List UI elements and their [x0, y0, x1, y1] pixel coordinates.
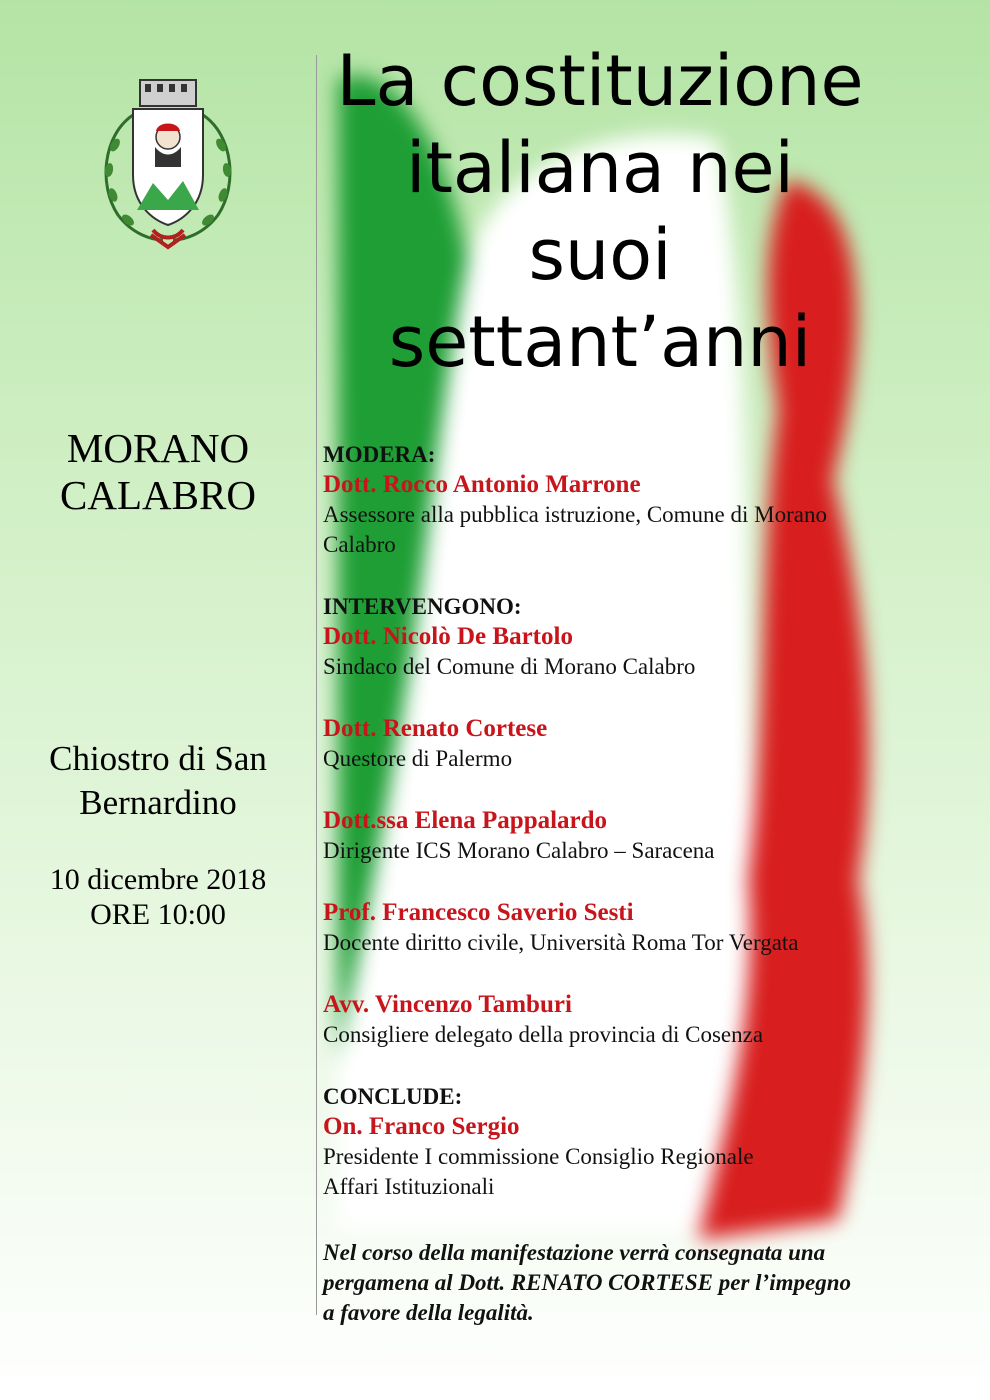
- intervengono-heading: INTERVENGONO:: [323, 594, 522, 619]
- event-day: 10 dicembre 2018: [49, 863, 267, 896]
- venue-line: Chiostro di San: [49, 739, 267, 778]
- town-name: [0, 425, 316, 519]
- speaker-name: Dott. Nicolò De Bartolo: [323, 623, 573, 650]
- venue-line: Bernardino: [79, 783, 237, 822]
- speaker-name: Dott.ssa Elena Pappalardo: [323, 807, 608, 834]
- speaker-name: Avv. Vincenzo Tamburi: [323, 991, 572, 1018]
- moderator-role: Assessore alla pubblica istruzione, Comune di Morano: [323, 502, 827, 527]
- note-line: Nel corso della manifestazione verrà consegnata una: [323, 1240, 826, 1265]
- speaker-role: Sindaco del Comune di Morano Calabro: [323, 654, 696, 679]
- event-date: [0, 862, 316, 932]
- closing-note: [323, 1238, 963, 1328]
- speaker-name: Prof. Francesco Saverio Sesti: [323, 899, 634, 926]
- event-title: [322, 38, 878, 386]
- moderator-role: Calabro: [323, 532, 396, 557]
- speaker-role: Questore di Palermo: [323, 746, 513, 771]
- concluder-role: Presidente I commissione Consiglio Regionale: [323, 1144, 754, 1169]
- title-line: settant’anni: [388, 301, 812, 383]
- title-line: italiana nei: [406, 127, 794, 209]
- concluder-role: Affari Istituzionali: [323, 1174, 495, 1199]
- speaker-role: Dirigente ICS Morano Calabro – Saracena: [323, 838, 715, 863]
- modera-heading: MODERA:: [323, 442, 436, 467]
- note-line: a favore della legalità.: [323, 1300, 534, 1325]
- town-line: CALABRO: [60, 472, 256, 518]
- title-line: La costituzione: [336, 40, 864, 122]
- speaker-name: Dott. Renato Cortese: [323, 715, 548, 742]
- town-crest-icon: [93, 75, 243, 255]
- town-line: MORANO: [66, 425, 250, 471]
- concluder-name: On. Franco Sergio: [323, 1113, 520, 1140]
- event-time: ORE 10:00: [90, 898, 226, 931]
- title-line: suoi: [528, 214, 672, 296]
- speaker-role: Consigliere delegato della provincia di Cosenza: [323, 1022, 764, 1047]
- conclude-heading: CONCLUDE:: [323, 1084, 463, 1109]
- vertical-divider: [316, 55, 317, 1315]
- venue: [0, 737, 316, 825]
- program: [323, 440, 963, 1202]
- speaker-role: Docente diritto civile, Università Roma Tor Vergata: [323, 930, 799, 955]
- note-line: pergamena al Dott. RENATO CORTESE per l’impegno: [323, 1270, 851, 1295]
- moderator-name: Dott. Rocco Antonio Marrone: [323, 471, 641, 498]
